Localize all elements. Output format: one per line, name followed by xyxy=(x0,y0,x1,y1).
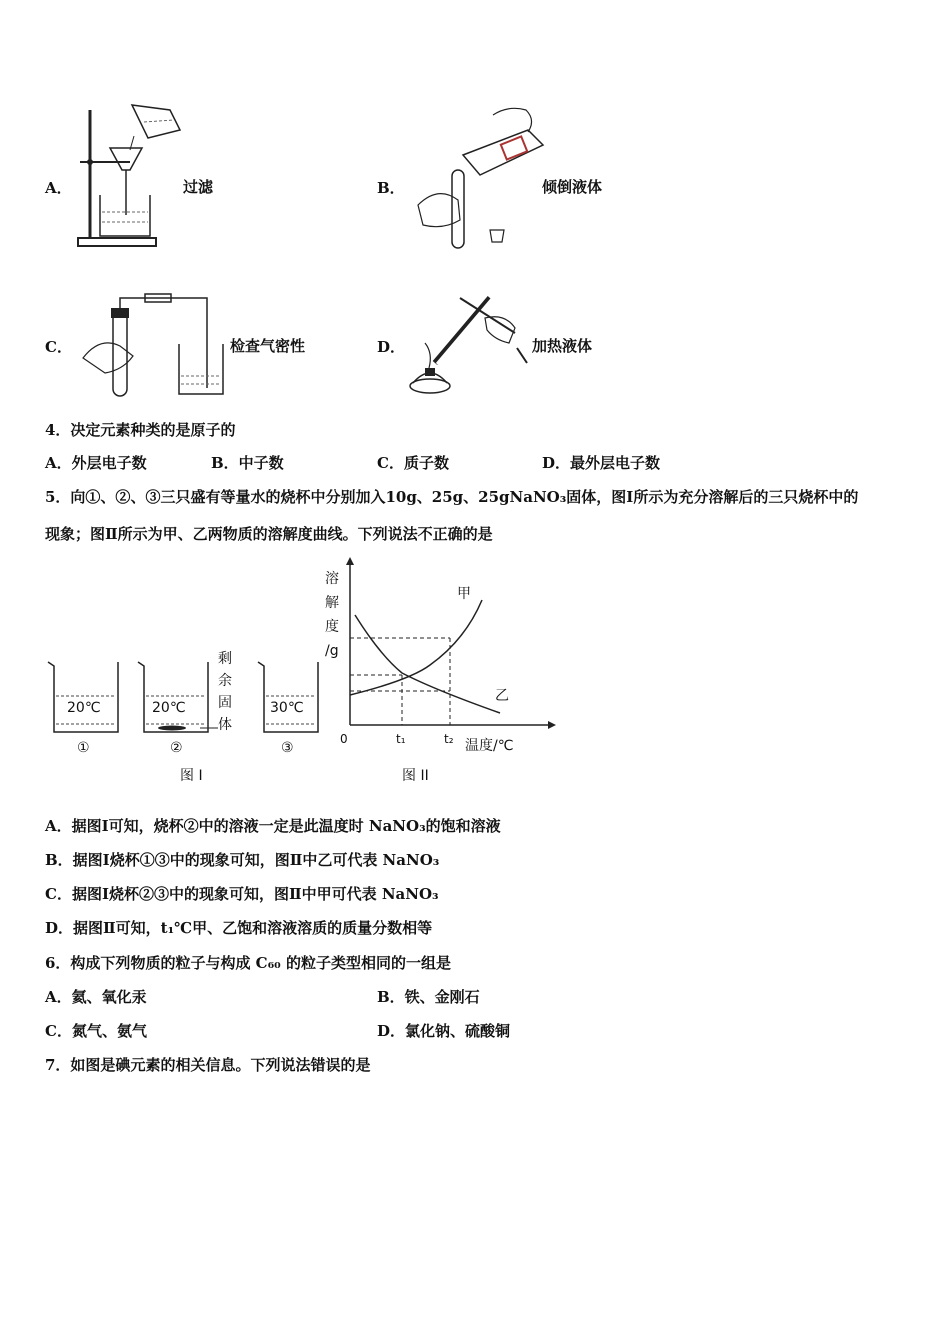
q4-option-a: A．外层电子数 xyxy=(45,454,147,472)
t1-label: t₁ xyxy=(396,732,406,746)
q5-option-a: A．据图Ⅰ可知，烧杯②中的溶液一定是此温度时 NaNO₃的饱和溶液 xyxy=(45,817,501,835)
option-c-letter: C． xyxy=(45,338,72,356)
curve-yi xyxy=(355,615,500,713)
residue-char: 余 xyxy=(218,673,232,689)
beaker-1-number: ① xyxy=(77,740,90,756)
beaker-2-number: ② xyxy=(170,740,183,756)
q6-option-d: D．氯化钠、硫酸铜 xyxy=(377,1022,511,1040)
figure-2-caption: 图 II xyxy=(402,768,429,784)
q5-option-c: C．据图Ⅰ烧杯②③中的现象可知，图Ⅱ中甲可代表 NaNO₃ xyxy=(45,885,439,903)
q6-option-b: B．铁、金刚石 xyxy=(377,988,480,1006)
pouring-liquid-figure xyxy=(408,100,548,255)
airtightness-check-figure xyxy=(75,288,235,400)
y-label-char: 度 xyxy=(325,619,339,635)
curve-jia xyxy=(350,600,482,695)
origin-label: 0 xyxy=(340,732,348,746)
question-7-stem: 7．如图是碘元素的相关信息。下列说法错误的是 xyxy=(45,1056,371,1074)
y-label-char: /g xyxy=(325,643,339,659)
figure-2 xyxy=(320,555,560,795)
option-a-label: 过滤 xyxy=(183,178,214,196)
option-b-label: 倾倒液体 xyxy=(542,178,603,196)
q4-option-d: D．最外层电子数 xyxy=(542,454,661,472)
y-axis-arrow xyxy=(346,557,354,565)
beaker-3-temp: 30℃ xyxy=(270,700,304,716)
y-label-char: 解 xyxy=(325,595,339,611)
q6-option-c: C．氮气、氨气 xyxy=(45,1022,147,1040)
option-d-letter: D． xyxy=(377,338,406,356)
t2-label: t₂ xyxy=(444,732,454,746)
filtration-figure xyxy=(70,100,190,250)
figure-1-caption: 图 I xyxy=(180,768,203,784)
option-b-letter: B． xyxy=(377,179,405,197)
heating-liquid-figure xyxy=(405,288,535,400)
q5-option-b: B．据图Ⅰ烧杯①③中的现象可知，图Ⅱ中乙可代表 NaNO₃ xyxy=(45,851,440,869)
residue-label xyxy=(218,648,232,736)
residue-char: 固 xyxy=(218,695,232,711)
beaker-3-number: ③ xyxy=(281,740,294,756)
y-label-char: 溶 xyxy=(325,571,339,587)
q6-option-a: A．氦、氧化汞 xyxy=(45,988,147,1006)
x-axis-arrow xyxy=(548,721,556,729)
residue-char: 剩 xyxy=(218,651,232,667)
option-d-label: 加热液体 xyxy=(532,337,593,355)
figure-1 xyxy=(40,640,340,790)
question-5-stem-line2: 现象；图Ⅱ所示为甲、乙两物质的溶解度曲线。下列说法不正确的是 xyxy=(45,525,493,543)
option-a-letter: A． xyxy=(45,179,72,197)
x-axis-label: 温度/℃ xyxy=(465,738,514,754)
q5-option-d: D．据图Ⅱ可知，t₁℃甲、乙饱和溶液溶质的质量分数相等 xyxy=(45,919,433,937)
curve-yi-label: 乙 xyxy=(495,688,509,704)
question-5-stem-line1: 5．向①、②、③三只盛有等量水的烧杯中分别加入10g、25g、25gNaNO₃固体，图Ⅰ所示为充分溶解后的三只烧杯中的 xyxy=(45,488,859,506)
beaker-2-temp: 20℃ xyxy=(152,700,186,716)
question-6-stem: 6．构成下列物质的粒子与构成 C₆₀ 的粒子类型相同的一组是 xyxy=(45,954,451,972)
q4-option-c: C．质子数 xyxy=(377,454,449,472)
solubility-chart xyxy=(320,555,560,795)
curve-jia-label: 甲 xyxy=(457,586,471,602)
residue-char: 体 xyxy=(218,717,232,733)
q4-option-b: B．中子数 xyxy=(211,454,284,472)
question-4-stem: 4．决定元素种类的是原子的 xyxy=(45,421,236,439)
y-axis-label xyxy=(325,567,339,663)
option-c-label: 检查气密性 xyxy=(230,337,306,355)
beaker-1-temp: 20℃ xyxy=(67,700,101,716)
